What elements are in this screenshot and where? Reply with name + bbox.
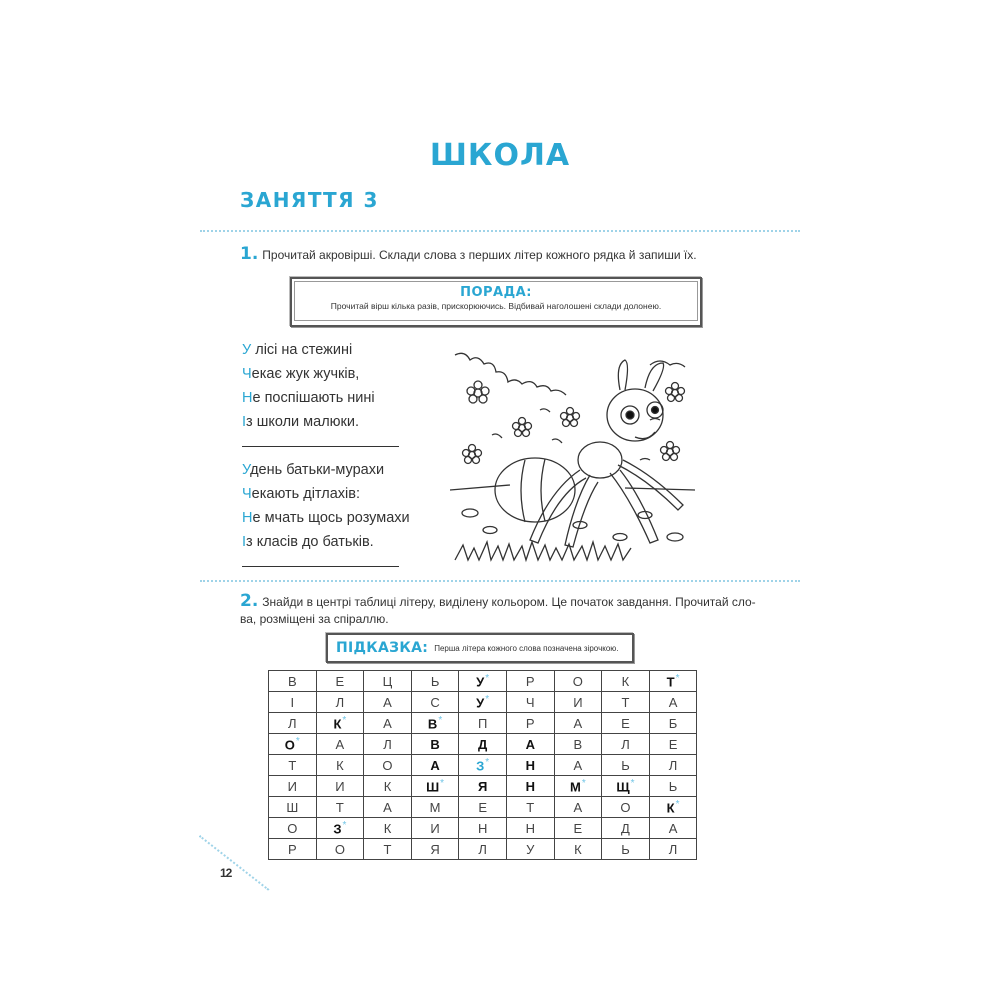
- grid-letter: Ь: [668, 778, 678, 794]
- grid-row: [269, 671, 697, 692]
- grid-cell[interactable]: [459, 797, 507, 818]
- grid-cell[interactable]: [269, 734, 317, 755]
- grid-cell[interactable]: [506, 671, 554, 692]
- grid-cell[interactable]: [269, 692, 317, 713]
- grid-cell[interactable]: [364, 797, 412, 818]
- grid-cell[interactable]: [269, 818, 317, 839]
- grid-cell[interactable]: [649, 734, 697, 755]
- grid-cell[interactable]: [316, 776, 364, 797]
- grid-letter: Н: [477, 820, 488, 836]
- ant-antenna: [618, 360, 663, 391]
- grid-letter: У: [476, 695, 485, 711]
- flower-icon: [561, 408, 580, 427]
- grid-cell[interactable]: [459, 713, 507, 734]
- acrostic-letter: Ч: [242, 486, 252, 502]
- star-marker: *: [581, 777, 586, 789]
- grid-cell[interactable]: [506, 755, 554, 776]
- grid-letter: К: [621, 673, 630, 689]
- task1-instruction: [240, 246, 697, 264]
- grid-letter: А: [383, 799, 392, 815]
- grid-letter: У: [476, 674, 485, 690]
- tip-text: Прочитай вірш кілька разів, прискорюючись. Відбивай наголошені склади долонею.: [330, 301, 662, 311]
- grid-cell[interactable]: [554, 755, 602, 776]
- grid-cell[interactable]: [602, 755, 650, 776]
- flower-icon: [467, 381, 489, 403]
- task1-number: 1.: [240, 244, 259, 264]
- grid-cell[interactable]: [649, 671, 697, 692]
- grid-letter: Б: [668, 715, 678, 731]
- grid-cell[interactable]: [459, 734, 507, 755]
- star-marker: *: [485, 756, 490, 768]
- grid-cell[interactable]: [364, 839, 412, 860]
- page-number: 12: [220, 866, 232, 880]
- grid-letter: А: [383, 715, 392, 731]
- grid-letter: Я: [430, 841, 440, 857]
- grid-letter: У: [526, 841, 535, 857]
- grid-cell[interactable]: [554, 839, 602, 860]
- grid-letter: В: [287, 673, 297, 689]
- grid-cell[interactable]: [459, 776, 507, 797]
- grid-cell[interactable]: [554, 776, 602, 797]
- grid-letter: Е: [573, 820, 583, 836]
- grid-cell[interactable]: [506, 713, 554, 734]
- grid-cell[interactable]: [602, 839, 650, 860]
- grid-letter: З: [333, 821, 342, 837]
- grid-cell[interactable]: [316, 755, 364, 776]
- grid-letter: Р: [525, 673, 535, 689]
- grid-letter: Т: [666, 674, 675, 690]
- spiral-letter-grid: [268, 670, 697, 860]
- grid-cell[interactable]: [411, 713, 459, 734]
- grid-cell[interactable]: [316, 797, 364, 818]
- grid-letter: Л: [621, 736, 630, 752]
- grid-letter: А: [573, 799, 583, 815]
- grid-letter: И: [573, 694, 583, 710]
- grid-letter: Р: [525, 715, 535, 731]
- grid-cell[interactable]: [316, 713, 364, 734]
- poem-2: [242, 458, 410, 554]
- task1-text: Прочитай акровірші. Склади слова з перших літер кожного рядка й запиши їх.: [262, 248, 697, 262]
- grid-cell[interactable]: [411, 797, 459, 818]
- page-title: ШКОЛА: [429, 138, 571, 173]
- grid-letter: Л: [383, 736, 392, 752]
- grid-cell[interactable]: [649, 713, 697, 734]
- grid-letter: А: [573, 715, 583, 731]
- grid-letter: А: [335, 736, 345, 752]
- grid-letter: Ч: [525, 694, 535, 710]
- grid-letter: Д: [478, 736, 488, 752]
- grid-cell[interactable]: [506, 734, 554, 755]
- grid-letter: С: [430, 694, 440, 710]
- grid-letter: Т: [335, 799, 344, 815]
- grid-cell[interactable]: [269, 713, 317, 734]
- grid-letter: Т: [621, 694, 630, 710]
- poem-line-text: день батьки-мурахи: [250, 462, 385, 478]
- poem-line: [242, 386, 375, 410]
- grid-letter: Н: [525, 820, 535, 836]
- ant-illustration: [450, 345, 695, 570]
- acrostic-letter: У: [242, 462, 251, 478]
- grass: [455, 542, 631, 560]
- grid-cell[interactable]: [411, 734, 459, 755]
- grid-cell[interactable]: [506, 818, 554, 839]
- grid-cell[interactable]: [316, 818, 364, 839]
- grid-cell[interactable]: [602, 713, 650, 734]
- acrostic-letter: І: [242, 534, 247, 550]
- poem-line-text: з школи малюки.: [246, 414, 360, 430]
- star-marker: *: [438, 714, 443, 726]
- grid-letter: М: [569, 779, 581, 795]
- grid-cell[interactable]: [554, 692, 602, 713]
- grid-letter: Я: [478, 778, 488, 794]
- grid-cell[interactable]: [554, 797, 602, 818]
- poem-line: [242, 338, 375, 362]
- grid-row: [269, 713, 697, 734]
- poem-line: [242, 458, 410, 482]
- grid-letter: К: [333, 716, 342, 732]
- poem-line: [242, 530, 410, 554]
- grid-cell[interactable]: [316, 734, 364, 755]
- hint-heading: ПІДКАЗКА:: [336, 640, 429, 656]
- grid-cell[interactable]: [364, 734, 412, 755]
- grid-cell[interactable]: [411, 776, 459, 797]
- divider: [200, 580, 800, 582]
- grid-letter: К: [383, 778, 392, 794]
- grid-row: [269, 839, 697, 860]
- grid-cell[interactable]: [554, 671, 602, 692]
- grid-letter: К: [666, 800, 675, 816]
- grid-cell[interactable]: [364, 692, 412, 713]
- grid-row: [269, 797, 697, 818]
- grid-cell[interactable]: [316, 692, 364, 713]
- grid-cell[interactable]: [649, 797, 697, 818]
- grid-letter: О: [287, 820, 298, 836]
- grid-letter: О: [572, 673, 583, 689]
- grid-letter: О: [284, 737, 295, 753]
- poem-line-text: екає жук жучків,: [251, 366, 360, 382]
- grid-cell[interactable]: [554, 734, 602, 755]
- grid-cell[interactable]: [506, 776, 554, 797]
- grid-letter: Т: [288, 757, 297, 773]
- grid-cell[interactable]: [364, 776, 412, 797]
- poem-line: [242, 362, 375, 386]
- poem-1: [242, 338, 375, 434]
- grid-letter: Р: [287, 841, 297, 857]
- task2-text-line1: Знайди в центрі таблиці літеру, виділену кольором. Це початок завдання. Прочитай сло-: [262, 595, 756, 609]
- grid-cell[interactable]: [269, 839, 317, 860]
- grid-letter: К: [336, 757, 344, 773]
- grid-letter: Л: [288, 715, 297, 731]
- grid-letter: В: [430, 736, 440, 752]
- grid-cell[interactable]: [649, 692, 697, 713]
- grid-row: [269, 818, 697, 839]
- grid-letter: О: [620, 799, 631, 815]
- grid-cell[interactable]: [506, 797, 554, 818]
- grid-row: [269, 755, 697, 776]
- lesson-heading: ЗАНЯТТЯ 3: [240, 188, 379, 212]
- star-marker: *: [630, 777, 635, 789]
- grid-letter: П: [478, 715, 488, 731]
- grid-cell[interactable]: [269, 776, 317, 797]
- grid-cell[interactable]: [364, 713, 412, 734]
- grid-cell[interactable]: [364, 755, 412, 776]
- grid-cell[interactable]: [506, 692, 554, 713]
- grid-cell[interactable]: [506, 839, 554, 860]
- grid-cell[interactable]: [602, 818, 650, 839]
- grid-letter: Е: [335, 673, 345, 689]
- acrostic-letter: І: [242, 414, 247, 430]
- grid-cell[interactable]: [649, 776, 697, 797]
- flower-icon: [666, 383, 685, 402]
- hint-box: [326, 633, 634, 663]
- grid-letter: В: [573, 736, 583, 752]
- answer-line-1[interactable]: [242, 446, 399, 447]
- grid-letter: Ш: [286, 799, 299, 815]
- grid-cell[interactable]: [459, 692, 507, 713]
- star-marker: *: [485, 672, 490, 684]
- ant-abdomen: [495, 458, 575, 522]
- tip-box: [290, 277, 702, 327]
- grid-letter: И: [430, 820, 440, 836]
- star-marker: *: [295, 735, 300, 747]
- bush-outline: [455, 353, 566, 395]
- poem-line-text: з класів до батьків.: [246, 534, 374, 550]
- grid-letter: И: [335, 778, 345, 794]
- flower-icon: [661, 442, 680, 461]
- acrostic-letter: Ч: [242, 366, 252, 382]
- grid-letter: А: [668, 820, 678, 836]
- grid-letter: И: [287, 778, 297, 794]
- grid-cell[interactable]: [554, 818, 602, 839]
- grid-letter: Л: [668, 841, 678, 857]
- poem-line-text: екають дітлахів:: [251, 486, 360, 502]
- grid-letter: А: [573, 757, 583, 773]
- grid-letter: К: [383, 820, 392, 836]
- grid-cell[interactable]: [411, 755, 459, 776]
- grid-cell[interactable]: [602, 776, 650, 797]
- grid-letter: М: [429, 799, 441, 815]
- grid-letter: Ь: [621, 841, 630, 857]
- grid-letter: А: [525, 736, 535, 752]
- flower-icon: [463, 445, 482, 464]
- grid-cell[interactable]: [269, 755, 317, 776]
- grid-cell[interactable]: [602, 797, 650, 818]
- grid-letter: Ь: [430, 673, 440, 689]
- grid-letter: Е: [668, 736, 678, 752]
- grid-letter: Н: [525, 778, 535, 794]
- flower-icon: [513, 418, 532, 437]
- grid-row: [269, 692, 697, 713]
- ant-legs: [530, 460, 683, 547]
- grid-letter: Е: [621, 715, 630, 731]
- grid-cell[interactable]: [554, 713, 602, 734]
- grid-cell[interactable]: [649, 755, 697, 776]
- grid-letter: Т: [526, 799, 535, 815]
- grid-cell[interactable]: [411, 839, 459, 860]
- grid-cell[interactable]: [602, 734, 650, 755]
- grid-letter: Л: [668, 757, 678, 773]
- grid-letter: В: [427, 716, 438, 732]
- grid-cell[interactable]: [602, 671, 650, 692]
- star-marker: *: [440, 777, 445, 789]
- grid-cell[interactable]: [411, 818, 459, 839]
- grid-letter: А: [430, 757, 440, 773]
- grid-cell[interactable]: [459, 671, 507, 692]
- grid-letter: Д: [621, 820, 630, 836]
- star-marker: *: [675, 798, 680, 810]
- poem-line-text: лісі на стежині: [251, 342, 353, 358]
- grid-letter: Е: [478, 799, 487, 815]
- star-marker: *: [485, 693, 490, 705]
- acrostic-letter: Н: [242, 510, 253, 526]
- grid-cell[interactable]: [459, 818, 507, 839]
- grid-cell[interactable]: [459, 839, 507, 860]
- grid-cell[interactable]: [649, 818, 697, 839]
- star-marker: *: [342, 714, 347, 726]
- grid-letter: Л: [335, 694, 345, 710]
- grid-letter: Щ: [616, 779, 630, 795]
- grid-letter: З: [476, 758, 485, 774]
- grid-letter: О: [334, 841, 345, 857]
- acrostic-letter: Н: [242, 390, 253, 406]
- grid-letter: Ь: [621, 757, 630, 773]
- grid-cell[interactable]: [364, 818, 412, 839]
- grid-letter: Т: [383, 841, 392, 857]
- grid-cell[interactable]: [364, 671, 412, 692]
- grid-letter: К: [574, 841, 582, 857]
- grid-cell[interactable]: [316, 839, 364, 860]
- task2-number: 2.: [240, 591, 259, 611]
- grid-cell[interactable]: [269, 797, 317, 818]
- poem-line: [242, 410, 375, 434]
- corner-dots: [199, 835, 270, 891]
- grid-letter: О: [382, 757, 393, 773]
- grid-cell[interactable]: [316, 671, 364, 692]
- answer-line-2[interactable]: [242, 566, 399, 567]
- star-marker: *: [342, 819, 347, 831]
- grid-cell[interactable]: [649, 839, 697, 860]
- hint-text: Перша літера кожного слова позначена зірочкою.: [434, 643, 619, 653]
- ant-thorax: [578, 442, 622, 478]
- poem-line: [242, 506, 410, 530]
- grid-cell[interactable]: [602, 692, 650, 713]
- grid-row: [269, 776, 697, 797]
- grid-letter: Ш: [426, 779, 440, 795]
- acrostic-letter: У: [242, 342, 252, 358]
- grid-letter: А: [383, 694, 392, 710]
- grid-row: [269, 734, 697, 755]
- grid-letter: Н: [525, 757, 535, 773]
- grid-cell[interactable]: [411, 671, 459, 692]
- poem-line: [242, 482, 410, 506]
- grid-cell[interactable]: [459, 755, 507, 776]
- grid-cell[interactable]: [411, 692, 459, 713]
- poem-line-text: е мчать щось розумахи: [252, 510, 410, 526]
- grid-letter: Л: [478, 841, 487, 857]
- grid-letter: Ц: [382, 673, 393, 689]
- task2-text-line2: ва, розміщені за спіраллю.: [240, 612, 389, 626]
- tip-heading: ПОРАДА:: [460, 285, 532, 300]
- star-marker: *: [675, 672, 680, 684]
- grid-letter: І: [290, 694, 295, 710]
- grid-letter: А: [668, 694, 678, 710]
- grid-cell[interactable]: [269, 671, 317, 692]
- poem-line-text: е поспішають нині: [252, 390, 375, 406]
- divider: [200, 230, 800, 232]
- task2-instruction: [240, 593, 800, 628]
